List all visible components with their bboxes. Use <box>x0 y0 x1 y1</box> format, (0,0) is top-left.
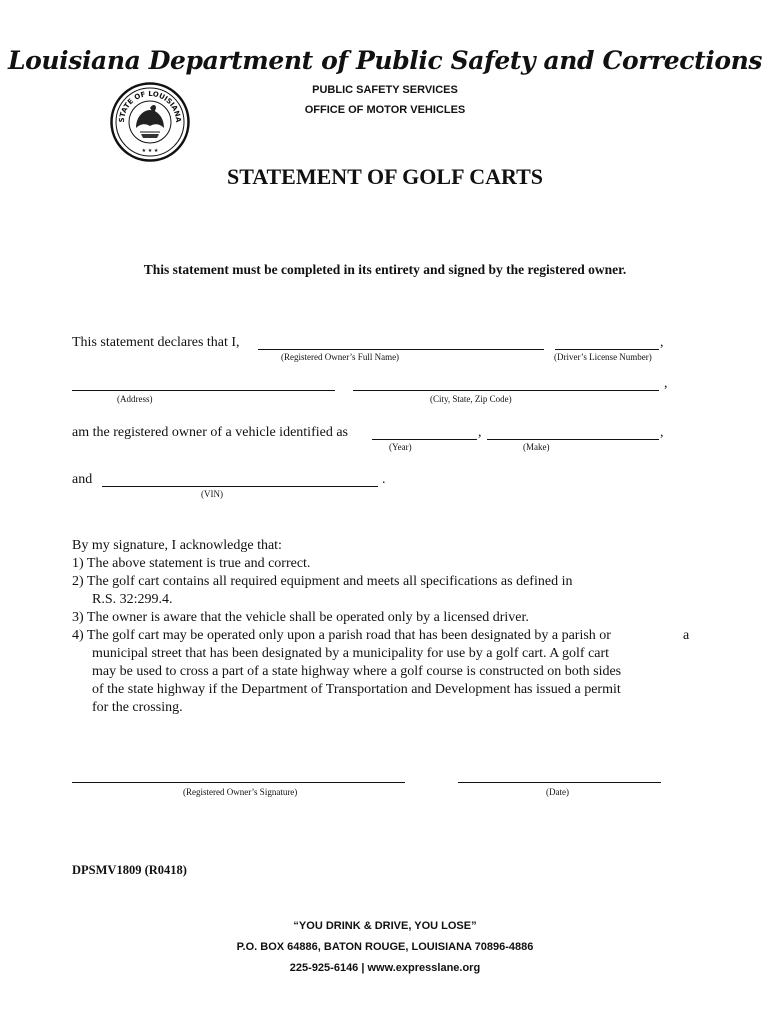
form-instruction: This statement must be completed in its entirety and signed by the registered owner. <box>143 262 627 277</box>
signature-caption: (Registered Owner’s Signature) <box>183 787 298 797</box>
period: . <box>382 472 386 487</box>
comma: , <box>664 376 668 391</box>
date-caption: (Date) <box>546 787 569 797</box>
address-caption: (Address) <box>117 394 153 404</box>
city-caption: (City, State, Zip Code) <box>430 394 512 404</box>
address-field[interactable] <box>72 390 335 391</box>
list-item-continuation: of the state highway if the Department of Transportation and Development has issued a permit <box>92 682 621 697</box>
office-name: OFFICE OF MOTOR VEHICLES <box>304 104 466 116</box>
and-label: and <box>72 472 93 487</box>
form-title: STATEMENT OF GOLF CARTS <box>226 164 544 189</box>
year-field[interactable] <box>372 439 477 440</box>
license-number-field[interactable] <box>555 349 659 350</box>
svg-text:STATE OF LOUISIANA: STATE OF LOUISIANA <box>117 89 183 123</box>
list-item-continuation: municipal street that has been designated by a municipality for use by a golf cart. A golf cart <box>92 646 610 661</box>
svg-text:★ ★ ★: ★ ★ ★ <box>141 148 159 154</box>
list-item: 3) The owner is aware that the vehicle shall be operated only by a licensed driver. <box>72 610 529 625</box>
vehicle-label: am the registered owner of a vehicle identified as <box>72 425 348 440</box>
comma: , <box>660 335 664 350</box>
list-item-continuation: for the crossing. <box>92 700 183 715</box>
make-field[interactable] <box>487 439 659 440</box>
comma: , <box>478 425 482 440</box>
signature-field[interactable] <box>72 782 405 783</box>
vin-field[interactable] <box>102 486 378 487</box>
full-name-caption: (Registered Owner’s Full Name) <box>281 352 400 362</box>
list-item: 4) The golf cart may be operated only upon a parish road that has been designated by a parish or <box>72 628 611 643</box>
form-code: DPSMV1809 (R0418) <box>72 863 187 877</box>
year-caption: (Year) <box>389 442 412 452</box>
comma: , <box>660 425 664 440</box>
list-item-continuation: R.S. 32:299.4. <box>92 592 173 607</box>
make-caption: (Make) <box>523 442 550 452</box>
footer-address: P.O. BOX 64886, BATON ROUGE, LOUISIANA 70896-4886 <box>236 941 534 953</box>
acknowledge-heading: By my signature, I acknowledge that: <box>72 538 282 553</box>
declares-label: This statement declares that I, <box>72 335 240 350</box>
footer-slogan: “YOU DRINK & DRIVE, YOU LOSE” <box>293 920 477 932</box>
footer-contact: 225-925-6146 | www.expresslane.org <box>289 962 481 974</box>
division-name: PUBLIC SAFETY SERVICES <box>312 84 458 96</box>
list-item-orphan-word: a <box>683 628 690 643</box>
list-item-continuation: may be used to cross a part of a state highway where a golf course is constructed on both sides <box>92 664 622 679</box>
vin-caption: (VIN) <box>201 489 223 499</box>
date-field[interactable] <box>458 782 661 783</box>
city-state-zip-field[interactable] <box>353 390 659 391</box>
list-item: 2) The golf cart contains all required equipment and meets all specifications as defined in <box>72 574 573 589</box>
list-item: 1) The above statement is true and correct. <box>72 556 311 571</box>
agency-name: Louisiana Department of Public Safety and Corrections <box>7 46 763 75</box>
full-name-field[interactable] <box>258 349 544 350</box>
license-caption: (Driver’s License Number) <box>554 352 652 362</box>
